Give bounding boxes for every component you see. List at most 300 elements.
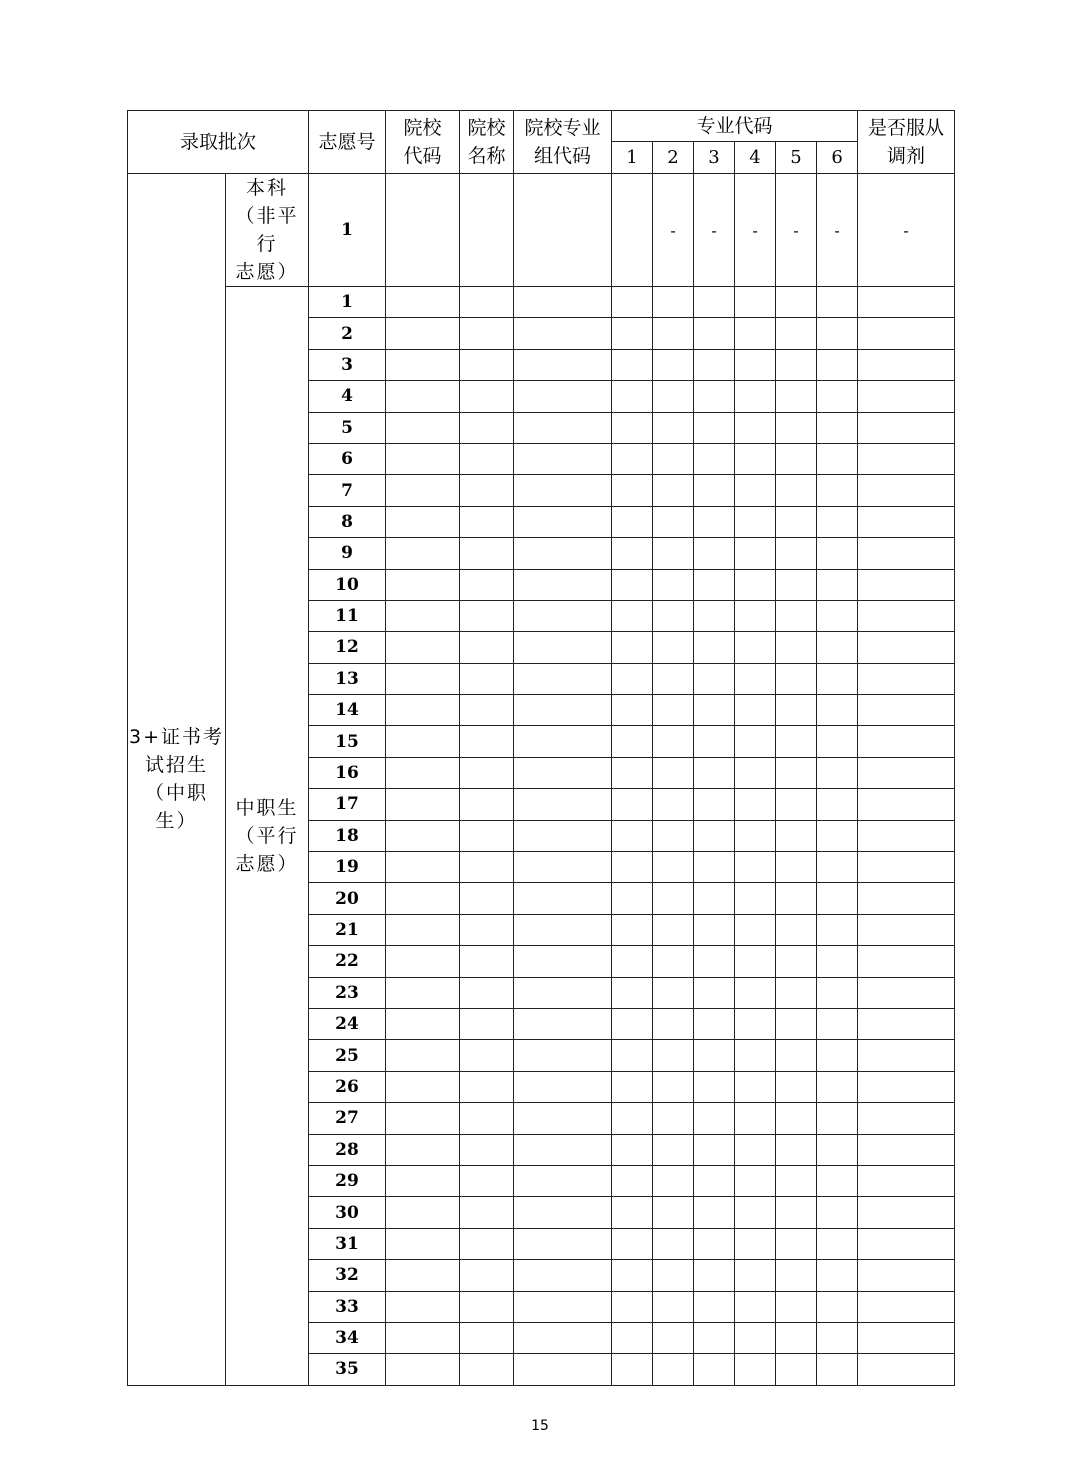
school-name-cell[interactable]: [460, 506, 514, 537]
school-name-cell[interactable]: [460, 475, 514, 506]
major-code-cell[interactable]: [694, 789, 735, 820]
major-code-cell[interactable]: [653, 1260, 694, 1291]
major-code-cell[interactable]: [817, 349, 858, 380]
major-code-cell[interactable]: [653, 600, 694, 631]
major-code-cell[interactable]: [612, 1260, 653, 1291]
group-code-cell[interactable]: [514, 977, 612, 1008]
group-code-cell[interactable]: [514, 600, 612, 631]
adjust-cell[interactable]: [858, 1071, 955, 1102]
major-code-cell[interactable]: [735, 977, 776, 1008]
group-code-cell[interactable]: [514, 1354, 612, 1385]
school-code-cell[interactable]: [386, 663, 460, 694]
school-code-cell[interactable]: [386, 1134, 460, 1165]
major-code-cell[interactable]: [817, 1071, 858, 1102]
major-code-cell[interactable]: [653, 914, 694, 945]
major-code-cell[interactable]: [776, 318, 817, 349]
major-code-cell[interactable]: [612, 538, 653, 569]
major-code-cell[interactable]: [776, 287, 817, 318]
school-name-cell[interactable]: [460, 789, 514, 820]
major-code-cell[interactable]: [612, 852, 653, 883]
major-code-cell[interactable]: [612, 1071, 653, 1102]
major-code-cell[interactable]: [735, 1354, 776, 1385]
major-code-cell[interactable]: [612, 1165, 653, 1196]
major-code-cell[interactable]: [735, 475, 776, 506]
major-code-cell[interactable]: [735, 412, 776, 443]
school-name-cell[interactable]: [460, 820, 514, 851]
school-name-cell[interactable]: [460, 287, 514, 318]
major-code-cell[interactable]: [694, 946, 735, 977]
major-code-cell[interactable]: [653, 663, 694, 694]
major-code-cell[interactable]: [817, 1260, 858, 1291]
major-code-cell[interactable]: [612, 1228, 653, 1259]
major-code-cell[interactable]: [694, 914, 735, 945]
major-code-cell[interactable]: [694, 977, 735, 1008]
group-code-cell[interactable]: [514, 569, 612, 600]
major-code-cell[interactable]: [653, 1071, 694, 1102]
major-code-cell[interactable]: [735, 443, 776, 474]
school-code-cell[interactable]: [386, 1260, 460, 1291]
major-code-cell[interactable]: [653, 1291, 694, 1322]
group-code-cell[interactable]: [514, 695, 612, 726]
major-code-cell[interactable]: [776, 1008, 817, 1039]
group-code-cell[interactable]: [514, 1103, 612, 1134]
school-code-cell[interactable]: [386, 174, 460, 287]
major-code-cell[interactable]: [817, 475, 858, 506]
major-code-cell[interactable]: [817, 695, 858, 726]
adjust-cell[interactable]: [858, 883, 955, 914]
major-code-cell[interactable]: [694, 1354, 735, 1385]
adjust-cell[interactable]: [858, 1134, 955, 1165]
school-code-cell[interactable]: [386, 287, 460, 318]
major-code-cell[interactable]: [612, 757, 653, 788]
major-code-cell[interactable]: [612, 174, 653, 287]
major-code-cell[interactable]: [653, 726, 694, 757]
major-code-cell[interactable]: [776, 1291, 817, 1322]
adjust-cell[interactable]: [858, 726, 955, 757]
major-code-cell[interactable]: [776, 381, 817, 412]
major-code-cell[interactable]: [653, 506, 694, 537]
major-code-cell[interactable]: [776, 852, 817, 883]
school-code-cell[interactable]: [386, 789, 460, 820]
adjust-cell[interactable]: [858, 914, 955, 945]
school-code-cell[interactable]: [386, 1008, 460, 1039]
major-code-cell[interactable]: [694, 569, 735, 600]
major-code-cell[interactable]: [817, 946, 858, 977]
major-code-cell[interactable]: [735, 1134, 776, 1165]
group-code-cell[interactable]: [514, 914, 612, 945]
major-code-cell[interactable]: [817, 538, 858, 569]
major-code-cell[interactable]: [817, 412, 858, 443]
major-code-cell[interactable]: [694, 1008, 735, 1039]
major-code-cell[interactable]: [817, 977, 858, 1008]
major-code-cell[interactable]: [694, 1291, 735, 1322]
major-code-cell[interactable]: [776, 1354, 817, 1385]
major-code-cell[interactable]: [612, 1354, 653, 1385]
major-code-cell[interactable]: [653, 538, 694, 569]
school-name-cell[interactable]: [460, 914, 514, 945]
major-code-cell[interactable]: [735, 883, 776, 914]
school-code-cell[interactable]: [386, 1228, 460, 1259]
major-code-cell[interactable]: [735, 318, 776, 349]
major-code-cell[interactable]: [776, 475, 817, 506]
adjust-cell[interactable]: [858, 1040, 955, 1071]
major-code-cell[interactable]: [653, 318, 694, 349]
adjust-cell[interactable]: [858, 1165, 955, 1196]
adjust-cell[interactable]: [858, 1260, 955, 1291]
major-code-cell[interactable]: [817, 663, 858, 694]
school-name-cell[interactable]: [460, 1103, 514, 1134]
major-code-cell[interactable]: [694, 475, 735, 506]
major-code-cell[interactable]: [735, 789, 776, 820]
adjust-cell[interactable]: [858, 695, 955, 726]
group-code-cell[interactable]: [514, 443, 612, 474]
adjust-cell[interactable]: [858, 1291, 955, 1322]
school-code-cell[interactable]: [386, 883, 460, 914]
school-code-cell[interactable]: [386, 914, 460, 945]
major-code-cell[interactable]: [817, 287, 858, 318]
adjust-cell[interactable]: [858, 475, 955, 506]
major-code-cell[interactable]: [612, 287, 653, 318]
major-code-cell[interactable]: [612, 663, 653, 694]
school-code-cell[interactable]: [386, 1354, 460, 1385]
major-code-cell[interactable]: [612, 1040, 653, 1071]
school-code-cell[interactable]: [386, 318, 460, 349]
major-code-cell[interactable]: [694, 1165, 735, 1196]
major-code-cell[interactable]: [735, 569, 776, 600]
adjust-cell[interactable]: [858, 977, 955, 1008]
major-code-cell[interactable]: [694, 726, 735, 757]
major-code-cell[interactable]: [776, 569, 817, 600]
major-code-cell[interactable]: [817, 569, 858, 600]
major-code-cell[interactable]: [653, 1040, 694, 1071]
major-code-cell[interactable]: [817, 789, 858, 820]
major-code-cell[interactable]: [612, 726, 653, 757]
group-code-cell[interactable]: [514, 1291, 612, 1322]
school-code-cell[interactable]: [386, 946, 460, 977]
major-code-cell[interactable]: [612, 632, 653, 663]
adjust-cell[interactable]: [858, 1322, 955, 1353]
major-code-cell[interactable]: [694, 538, 735, 569]
adjust-cell[interactable]: [858, 852, 955, 883]
major-code-cell[interactable]: [694, 1103, 735, 1134]
school-code-cell[interactable]: [386, 506, 460, 537]
school-name-cell[interactable]: [460, 946, 514, 977]
major-code-cell[interactable]: [776, 538, 817, 569]
major-code-cell[interactable]: [776, 757, 817, 788]
major-code-cell[interactable]: [776, 1197, 817, 1228]
school-name-cell[interactable]: [460, 977, 514, 1008]
major-code-cell[interactable]: [776, 412, 817, 443]
major-code-cell[interactable]: [735, 1071, 776, 1102]
major-code-cell[interactable]: [776, 946, 817, 977]
major-code-cell[interactable]: [817, 1322, 858, 1353]
group-code-cell[interactable]: [514, 1260, 612, 1291]
group-code-cell[interactable]: [514, 663, 612, 694]
school-name-cell[interactable]: [460, 174, 514, 287]
major-code-cell[interactable]: [612, 883, 653, 914]
school-name-cell[interactable]: [460, 632, 514, 663]
major-code-cell[interactable]: [694, 663, 735, 694]
school-name-cell[interactable]: [460, 663, 514, 694]
major-code-cell[interactable]: [776, 1040, 817, 1071]
school-code-cell[interactable]: [386, 475, 460, 506]
major-code-cell[interactable]: [694, 757, 735, 788]
school-name-cell[interactable]: [460, 569, 514, 600]
school-code-cell[interactable]: [386, 1165, 460, 1196]
major-code-cell[interactable]: [776, 695, 817, 726]
major-code-cell[interactable]: [776, 789, 817, 820]
major-code-cell[interactable]: [612, 1322, 653, 1353]
major-code-cell[interactable]: [735, 946, 776, 977]
major-code-cell[interactable]: [694, 1071, 735, 1102]
major-code-cell[interactable]: [776, 1165, 817, 1196]
major-code-cell[interactable]: [653, 1197, 694, 1228]
school-code-cell[interactable]: [386, 977, 460, 1008]
major-code-cell[interactable]: [694, 412, 735, 443]
major-code-cell[interactable]: [694, 443, 735, 474]
adjust-cell[interactable]: [858, 412, 955, 443]
major-code-cell[interactable]: [694, 600, 735, 631]
major-code-cell[interactable]: [612, 475, 653, 506]
major-code-cell[interactable]: [735, 1197, 776, 1228]
major-code-cell[interactable]: [735, 538, 776, 569]
major-code-cell[interactable]: [735, 1103, 776, 1134]
major-code-cell[interactable]: [653, 1354, 694, 1385]
major-code-cell[interactable]: [817, 1040, 858, 1071]
school-name-cell[interactable]: [460, 1354, 514, 1385]
major-code-cell[interactable]: [653, 1134, 694, 1165]
major-code-cell[interactable]: [817, 443, 858, 474]
major-code-cell[interactable]: [612, 1008, 653, 1039]
major-code-cell[interactable]: [694, 852, 735, 883]
major-code-cell[interactable]: [694, 1197, 735, 1228]
major-code-cell[interactable]: [653, 1008, 694, 1039]
adjust-cell[interactable]: [858, 287, 955, 318]
school-name-cell[interactable]: [460, 318, 514, 349]
major-code-cell[interactable]: [817, 820, 858, 851]
major-code-cell[interactable]: [735, 381, 776, 412]
major-code-cell[interactable]: [612, 569, 653, 600]
major-code-cell[interactable]: [735, 1008, 776, 1039]
major-code-cell[interactable]: [612, 1134, 653, 1165]
adjust-cell[interactable]: [858, 820, 955, 851]
adjust-cell[interactable]: [858, 349, 955, 380]
major-code-cell[interactable]: [817, 883, 858, 914]
adjust-cell[interactable]: [858, 789, 955, 820]
major-code-cell[interactable]: [612, 977, 653, 1008]
school-name-cell[interactable]: [460, 695, 514, 726]
school-name-cell[interactable]: [460, 1165, 514, 1196]
major-code-cell[interactable]: [817, 318, 858, 349]
school-name-cell[interactable]: [460, 883, 514, 914]
major-code-cell[interactable]: [776, 1322, 817, 1353]
major-code-cell[interactable]: [612, 506, 653, 537]
school-name-cell[interactable]: [460, 1040, 514, 1071]
adjust-cell[interactable]: [858, 443, 955, 474]
major-code-cell[interactable]: [817, 757, 858, 788]
major-code-cell[interactable]: [817, 1354, 858, 1385]
school-code-cell[interactable]: [386, 852, 460, 883]
major-code-cell[interactable]: [612, 1291, 653, 1322]
school-code-cell[interactable]: [386, 600, 460, 631]
major-code-cell[interactable]: [817, 600, 858, 631]
major-code-cell[interactable]: [653, 475, 694, 506]
major-code-cell[interactable]: [612, 695, 653, 726]
major-code-cell[interactable]: [653, 412, 694, 443]
group-code-cell[interactable]: [514, 1040, 612, 1071]
school-name-cell[interactable]: [460, 852, 514, 883]
major-code-cell[interactable]: [653, 1103, 694, 1134]
group-code-cell[interactable]: [514, 789, 612, 820]
group-code-cell[interactable]: [514, 381, 612, 412]
school-code-cell[interactable]: [386, 1071, 460, 1102]
school-code-cell[interactable]: [386, 726, 460, 757]
major-code-cell[interactable]: [735, 600, 776, 631]
group-code-cell[interactable]: [514, 1008, 612, 1039]
group-code-cell[interactable]: [514, 412, 612, 443]
major-code-cell[interactable]: [694, 1322, 735, 1353]
group-code-cell[interactable]: [514, 1228, 612, 1259]
major-code-cell[interactable]: [612, 946, 653, 977]
major-code-cell[interactable]: [817, 852, 858, 883]
major-code-cell[interactable]: [735, 663, 776, 694]
school-name-cell[interactable]: [460, 1197, 514, 1228]
major-code-cell[interactable]: [776, 977, 817, 1008]
school-code-cell[interactable]: [386, 381, 460, 412]
school-name-cell[interactable]: [460, 1134, 514, 1165]
group-code-cell[interactable]: [514, 757, 612, 788]
school-code-cell[interactable]: [386, 695, 460, 726]
school-name-cell[interactable]: [460, 1291, 514, 1322]
major-code-cell[interactable]: [817, 506, 858, 537]
school-name-cell[interactable]: [460, 1260, 514, 1291]
major-code-cell[interactable]: [694, 506, 735, 537]
major-code-cell[interactable]: [612, 820, 653, 851]
school-code-cell[interactable]: [386, 1040, 460, 1071]
group-code-cell[interactable]: [514, 1071, 612, 1102]
group-code-cell[interactable]: [514, 726, 612, 757]
adjust-cell[interactable]: [858, 381, 955, 412]
major-code-cell[interactable]: [653, 1228, 694, 1259]
major-code-cell[interactable]: [776, 443, 817, 474]
major-code-cell[interactable]: [612, 381, 653, 412]
major-code-cell[interactable]: [735, 726, 776, 757]
major-code-cell[interactable]: [776, 1260, 817, 1291]
group-code-cell[interactable]: [514, 1322, 612, 1353]
group-code-cell[interactable]: [514, 318, 612, 349]
major-code-cell[interactable]: [817, 381, 858, 412]
major-code-cell[interactable]: [694, 1260, 735, 1291]
major-code-cell[interactable]: [735, 506, 776, 537]
major-code-cell[interactable]: [817, 914, 858, 945]
school-code-cell[interactable]: [386, 1291, 460, 1322]
major-code-cell[interactable]: [653, 757, 694, 788]
school-name-cell[interactable]: [460, 726, 514, 757]
major-code-cell[interactable]: [653, 349, 694, 380]
major-code-cell[interactable]: [817, 726, 858, 757]
major-code-cell[interactable]: [694, 1040, 735, 1071]
adjust-cell[interactable]: [858, 1008, 955, 1039]
major-code-cell[interactable]: [653, 569, 694, 600]
major-code-cell[interactable]: [735, 1322, 776, 1353]
school-code-cell[interactable]: [386, 1197, 460, 1228]
school-code-cell[interactable]: [386, 349, 460, 380]
school-name-cell[interactable]: [460, 538, 514, 569]
major-code-cell[interactable]: [653, 287, 694, 318]
group-code-cell[interactable]: [514, 883, 612, 914]
school-code-cell[interactable]: [386, 757, 460, 788]
major-code-cell[interactable]: [817, 1165, 858, 1196]
major-code-cell[interactable]: [776, 663, 817, 694]
adjust-cell[interactable]: [858, 757, 955, 788]
major-code-cell[interactable]: [653, 695, 694, 726]
major-code-cell[interactable]: [653, 852, 694, 883]
major-code-cell[interactable]: [776, 914, 817, 945]
school-name-cell[interactable]: [460, 349, 514, 380]
adjust-cell[interactable]: [858, 318, 955, 349]
school-code-cell[interactable]: [386, 412, 460, 443]
group-code-cell[interactable]: [514, 820, 612, 851]
school-name-cell[interactable]: [460, 443, 514, 474]
school-code-cell[interactable]: [386, 1103, 460, 1134]
major-code-cell[interactable]: [694, 695, 735, 726]
major-code-cell[interactable]: [735, 1260, 776, 1291]
major-code-cell[interactable]: [776, 820, 817, 851]
school-name-cell[interactable]: [460, 1322, 514, 1353]
major-code-cell[interactable]: [735, 852, 776, 883]
adjust-cell[interactable]: [858, 1197, 955, 1228]
major-code-cell[interactable]: [776, 632, 817, 663]
school-name-cell[interactable]: [460, 412, 514, 443]
group-code-cell[interactable]: [514, 946, 612, 977]
major-code-cell[interactable]: [817, 1291, 858, 1322]
major-code-cell[interactable]: [612, 600, 653, 631]
major-code-cell[interactable]: [653, 632, 694, 663]
major-code-cell[interactable]: [694, 1134, 735, 1165]
major-code-cell[interactable]: [694, 820, 735, 851]
major-code-cell[interactable]: [653, 883, 694, 914]
group-code-cell[interactable]: [514, 852, 612, 883]
major-code-cell[interactable]: [776, 1103, 817, 1134]
major-code-cell[interactable]: [694, 318, 735, 349]
major-code-cell[interactable]: [735, 1040, 776, 1071]
school-code-cell[interactable]: [386, 538, 460, 569]
major-code-cell[interactable]: [776, 1134, 817, 1165]
adjust-cell[interactable]: [858, 946, 955, 977]
adjust-cell[interactable]: [858, 663, 955, 694]
adjust-cell[interactable]: [858, 1228, 955, 1259]
major-code-cell[interactable]: [612, 318, 653, 349]
adjust-cell[interactable]: [858, 569, 955, 600]
major-code-cell[interactable]: [735, 287, 776, 318]
major-code-cell[interactable]: [735, 1165, 776, 1196]
major-code-cell[interactable]: [694, 883, 735, 914]
school-code-cell[interactable]: [386, 1322, 460, 1353]
major-code-cell[interactable]: [612, 443, 653, 474]
major-code-cell[interactable]: [735, 757, 776, 788]
major-code-cell[interactable]: [612, 914, 653, 945]
group-code-cell[interactable]: [514, 1165, 612, 1196]
major-code-cell[interactable]: [735, 1291, 776, 1322]
school-name-cell[interactable]: [460, 1008, 514, 1039]
group-code-cell[interactable]: [514, 287, 612, 318]
major-code-cell[interactable]: [694, 287, 735, 318]
major-code-cell[interactable]: [694, 381, 735, 412]
major-code-cell[interactable]: [817, 1197, 858, 1228]
major-code-cell[interactable]: [776, 600, 817, 631]
major-code-cell[interactable]: [653, 789, 694, 820]
major-code-cell[interactable]: [817, 1103, 858, 1134]
